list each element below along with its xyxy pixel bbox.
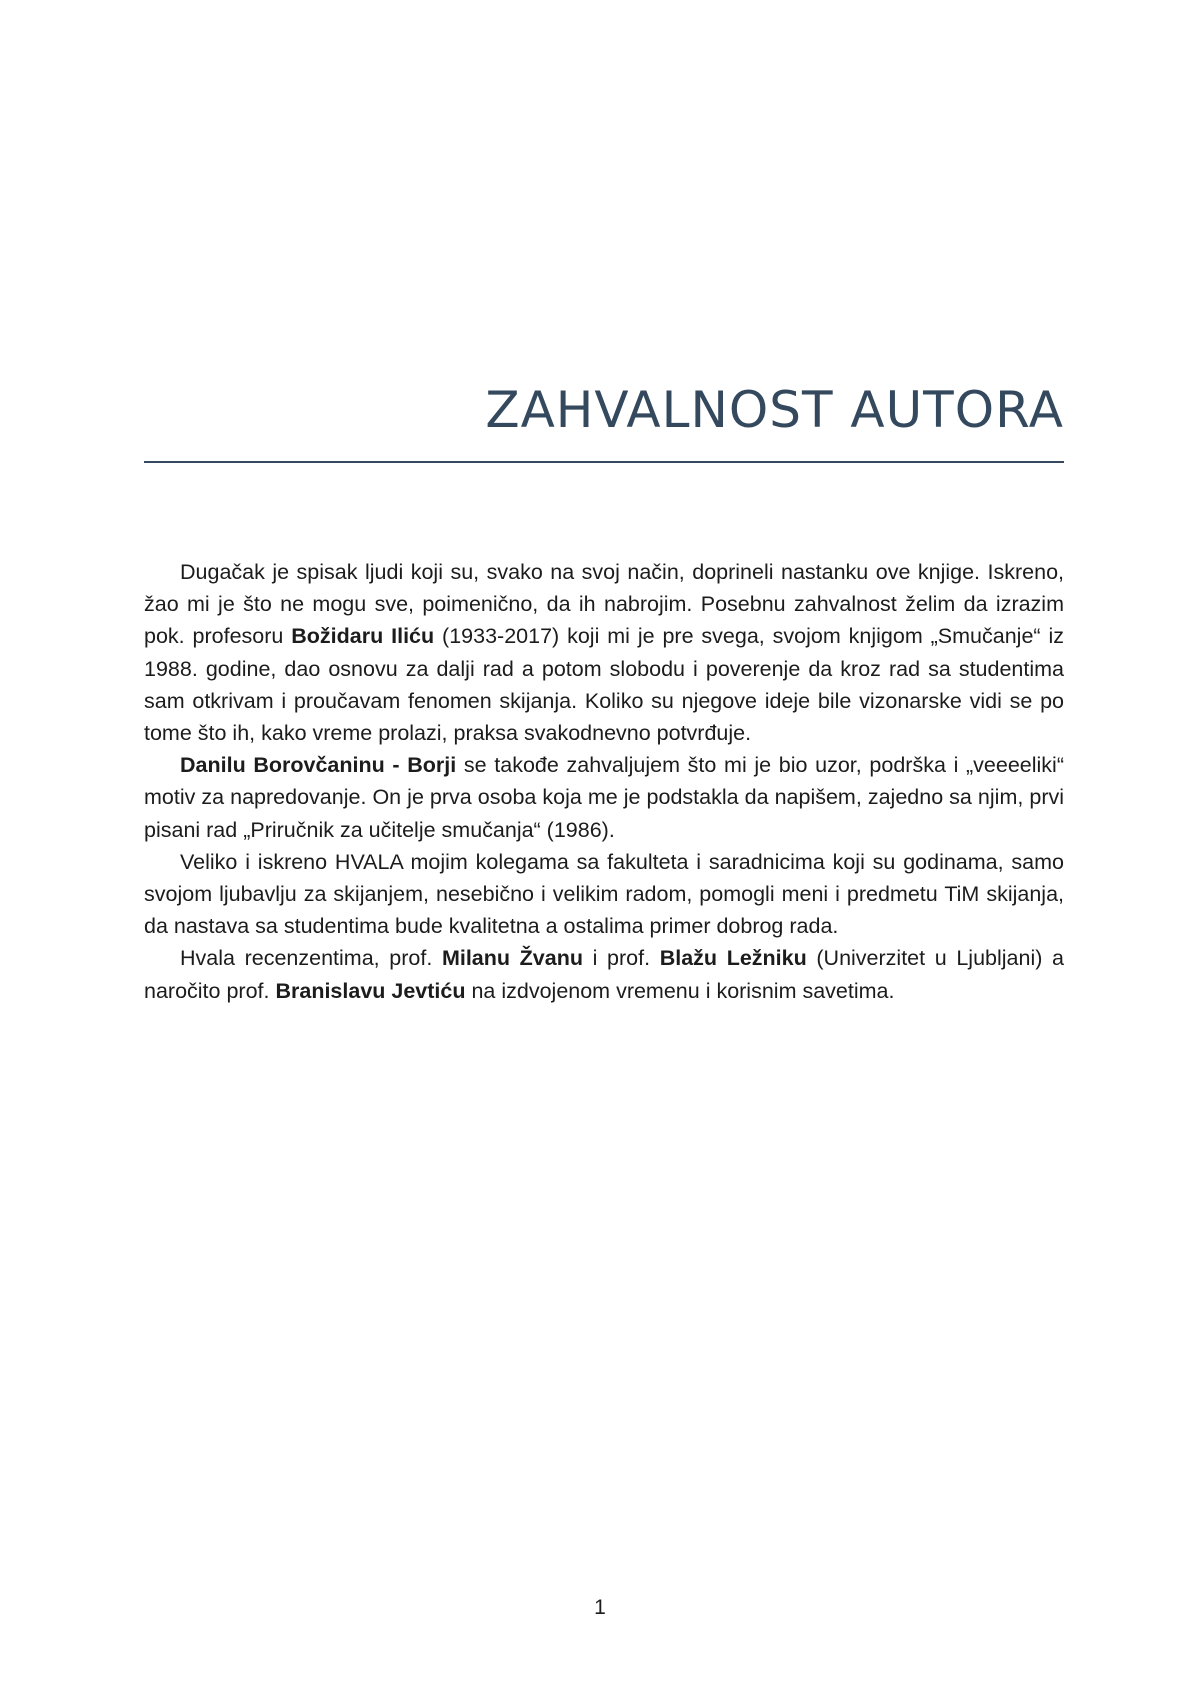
- name-branislav-jevtic: Branislavu Jevtiću: [275, 978, 466, 1003]
- paragraph-text: na izdvojenom vremenu i korisnim savetima.: [465, 978, 895, 1003]
- page-title: ZAHVALNOST AUTORA: [485, 381, 1064, 439]
- paragraph-text: Hvala recenzentima, prof.: [180, 946, 442, 971]
- paragraph-text: Veliko i iskreno HVALA mojim kolegama sa fakulteta i saradnicima koji su godinama, samo svojom ljubavlju za skijanjem, nesebično i velikim radom, pomogli meni i predmetu TiM skijanja, da nastava sa studentima bude kvalitetna a ostalima primer dobrog rada.: [144, 849, 1064, 939]
- page-number: 1: [594, 1596, 606, 1619]
- acknowledgements-body: [144, 556, 1064, 1007]
- name-milan-zvan: Milanu Žvanu: [441, 946, 583, 971]
- name-bozidar-ilic: Božidaru Iliću: [291, 624, 435, 649]
- paragraph-text: (Univerzitet u Ljubljani) a naročito prof.: [144, 946, 1064, 1003]
- title-underline: [144, 461, 1064, 463]
- paragraph-text: se takođe zahvaljujem što mi je bio uzor, podrška i „veeeeliki“ motiv za napredovanje. On je prva osoba koja me je podstakla da napišem, zajedno sa njim, prvi pisani rad „Priručnik za učitelje smučanja“ (1986).: [144, 753, 1064, 842]
- paragraph-text: (1933-2017) koji mi je pre svega, svojom knjigom „Smučanje“ iz 1988. godine, dao osnovu za dalji rad a potom slobodu i poverenje da kroz rad sa studentima sam otkrivam i proučavam fenomen skijanja. Koliko su njegove ideje bile vizonarske vidi se po tome što ih, kako vreme prolazi, praksa svakodnevno potvrđuje.: [144, 624, 1064, 746]
- name-danilo-borovcanin: Danilu Borovčaninu - Borji: [180, 753, 457, 778]
- paragraph: [144, 749, 1064, 846]
- paragraph: [144, 942, 1064, 1006]
- name-blaz-leznik: Blažu Ležniku: [659, 946, 807, 971]
- paragraph: [144, 556, 1064, 749]
- paragraph-text: Dugačak je spisak ljudi koji su, svako na svoj način, doprineli nastanku ove knjige. Iskreno, žao mi je što ne mogu sve, poimenično, da ih nabrojim. Posebnu zahvalnost želim da izrazim pok. profesoru: [144, 560, 1064, 649]
- paragraph: [144, 846, 1064, 943]
- paragraph-text: i prof.: [583, 946, 660, 971]
